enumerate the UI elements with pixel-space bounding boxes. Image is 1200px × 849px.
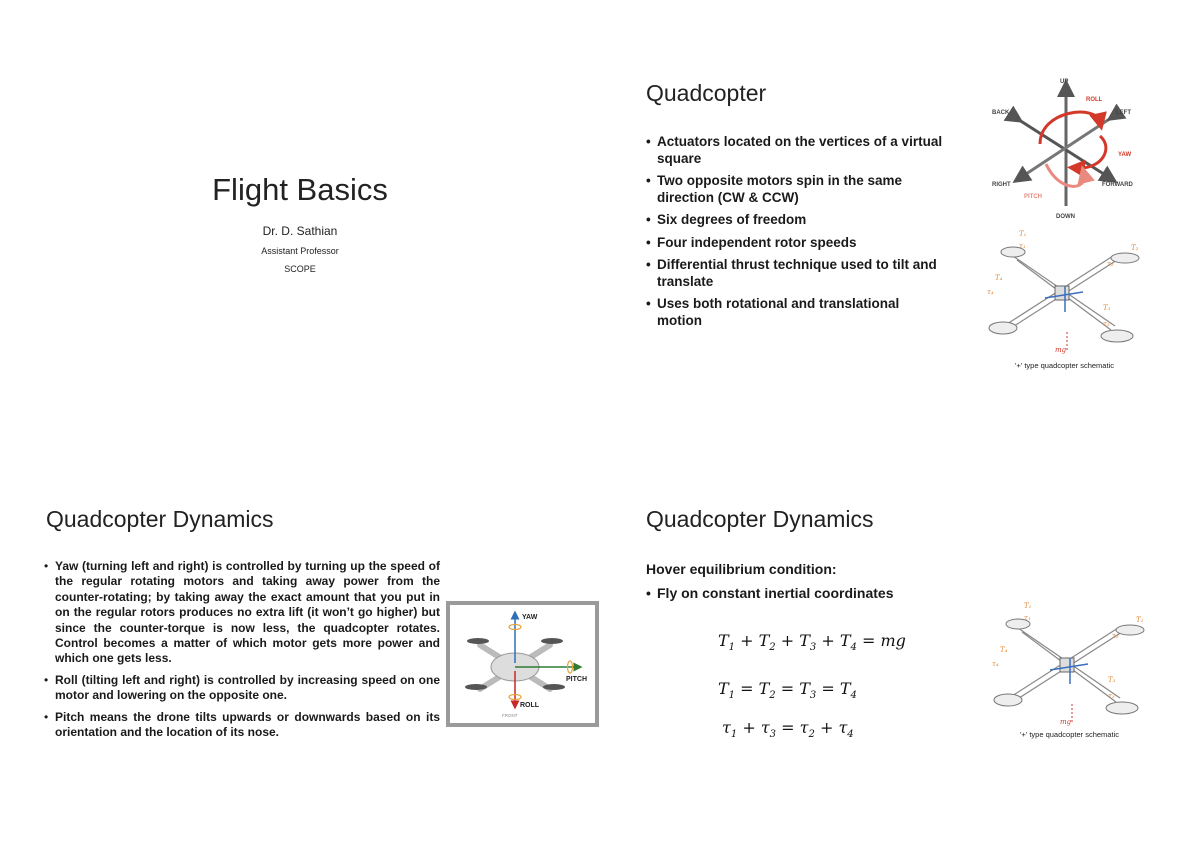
bullet-text: (turning left and right) is controlled by turning up the speed of the regular rotating motors and taking away power from the counter-rotating; by taking away the exact amount that you put in on the regular rotors produces no extra lift (it won’t go higher) but since the counter-torque is now less, the quadcopter rotates. Control becomes a matter of which motor gets more power and which one gets less. xyxy=(55,559,440,666)
quadcopter-schematic xyxy=(985,228,1155,358)
bullet-pitch xyxy=(44,710,440,741)
label-t1: T₁ xyxy=(1024,602,1032,610)
bullet-term: Pitch xyxy=(55,709,85,724)
bullet-item: • Four independent rotor speeds xyxy=(646,235,946,252)
label-t1: T₁ xyxy=(1019,230,1027,238)
label-mg: mg xyxy=(1055,346,1067,354)
label-yaw: YAW xyxy=(1118,152,1132,158)
label-back: BACK xyxy=(992,110,1010,116)
dynamics-bullet-list xyxy=(44,559,440,746)
label-tau2: τ₂ xyxy=(1107,260,1114,268)
label-tau3: τ₃ xyxy=(1103,320,1110,328)
bullet-text: means the drone tilts upwards or downwards based on its orientation and the location of its nose. xyxy=(55,709,440,740)
label-tau1: τ₁ xyxy=(1024,614,1031,622)
slide-quadcopter xyxy=(600,0,1200,424)
slide-title-dynamics: Quadcopter Dynamics xyxy=(646,506,874,532)
six-dof-axes-diagram xyxy=(990,74,1150,224)
presentation-title: Flight Basics xyxy=(212,172,388,207)
hover-bullet-list xyxy=(646,585,893,601)
label-tau2: τ₂ xyxy=(1112,632,1119,640)
label-pitch: PITCH xyxy=(1024,194,1042,200)
bullet-text: (tilting left and right) is controlled by increasing speed on one motor and lowering on the opposite one. xyxy=(55,672,440,703)
author-role: Assistant Professor xyxy=(261,246,339,256)
hover-condition-label: Hover equilibrium condition: xyxy=(646,561,837,577)
bullet-roll xyxy=(44,673,440,704)
label-front: FRONT xyxy=(502,713,518,718)
author-department: SCOPE xyxy=(284,264,316,274)
slide-quadcopter-dynamics-2 xyxy=(600,424,1200,848)
label-tau4: τ₄ xyxy=(987,288,994,296)
label-tau4: τ₄ xyxy=(992,660,999,668)
bullet-item: • Differential thrust technique used to tilt and translate xyxy=(646,257,946,290)
slide-title-dynamics: Quadcopter Dynamics xyxy=(46,506,274,532)
label-tau1: τ₁ xyxy=(1019,242,1026,250)
bullet-item: • Fly on constant inertial coordinates xyxy=(646,585,893,601)
bullet-yaw xyxy=(44,559,440,667)
equation-thrust-equal: $T_1 = T_2 = T_3 = T_4$ xyxy=(718,679,857,702)
author-name: Dr. D. Sathian xyxy=(262,224,338,238)
label-pitch: PITCH xyxy=(566,676,587,683)
quadcopter-schematic xyxy=(990,600,1160,730)
label-t3: T₃ xyxy=(1108,676,1116,684)
label-forward: FORWARD xyxy=(1102,182,1133,188)
label-t4: T₄ xyxy=(1000,646,1008,654)
label-left: LEFT xyxy=(1116,110,1131,116)
bullet-term: Roll xyxy=(55,672,78,687)
schematic-caption: '+' type quadcopter schematic xyxy=(1015,361,1114,370)
label-t3: T₃ xyxy=(1103,304,1111,312)
label-yaw: YAW xyxy=(522,614,538,621)
bullet-item: • Six degrees of freedom xyxy=(646,212,946,229)
label-tau3: τ₃ xyxy=(1108,692,1115,700)
slide-quadcopter-dynamics-1 xyxy=(0,424,600,848)
quadcopter-bullet-list xyxy=(646,134,946,335)
equation-thrust-sum: $T_1 + T_2 + T_3 + T_4$ = mg xyxy=(718,631,906,654)
drone-axes-figure xyxy=(446,601,599,727)
bullet-term: Yaw xyxy=(55,559,79,573)
label-t2: T₂ xyxy=(1131,244,1139,252)
label-t2: T₂ xyxy=(1136,616,1144,624)
yaw-arrow xyxy=(1076,136,1106,168)
label-right: RIGHT xyxy=(992,182,1011,188)
label-roll: ROLL xyxy=(520,702,540,709)
label-t4: T₄ xyxy=(995,274,1003,282)
bullet-item: • Uses both rotational and translational motion xyxy=(646,296,946,329)
equation-torque-balance: $\tau_1 + \tau_3 = \tau_2 + \tau_4$ xyxy=(722,718,854,741)
slide-title xyxy=(0,0,600,424)
bullet-item: • Two opposite motors spin in the same direction (CW & CCW) xyxy=(646,173,946,206)
bullet-item: • Actuators located on the vertices of a virtual square xyxy=(646,134,946,167)
schematic-caption: '+' type quadcopter schematic xyxy=(1020,730,1119,739)
label-mg: mg xyxy=(1060,718,1072,726)
label-roll: ROLL xyxy=(1086,97,1103,103)
label-down: DOWN xyxy=(1056,214,1075,220)
slide-title-quadcopter: Quadcopter xyxy=(646,80,767,106)
label-up: UP xyxy=(1060,79,1069,85)
